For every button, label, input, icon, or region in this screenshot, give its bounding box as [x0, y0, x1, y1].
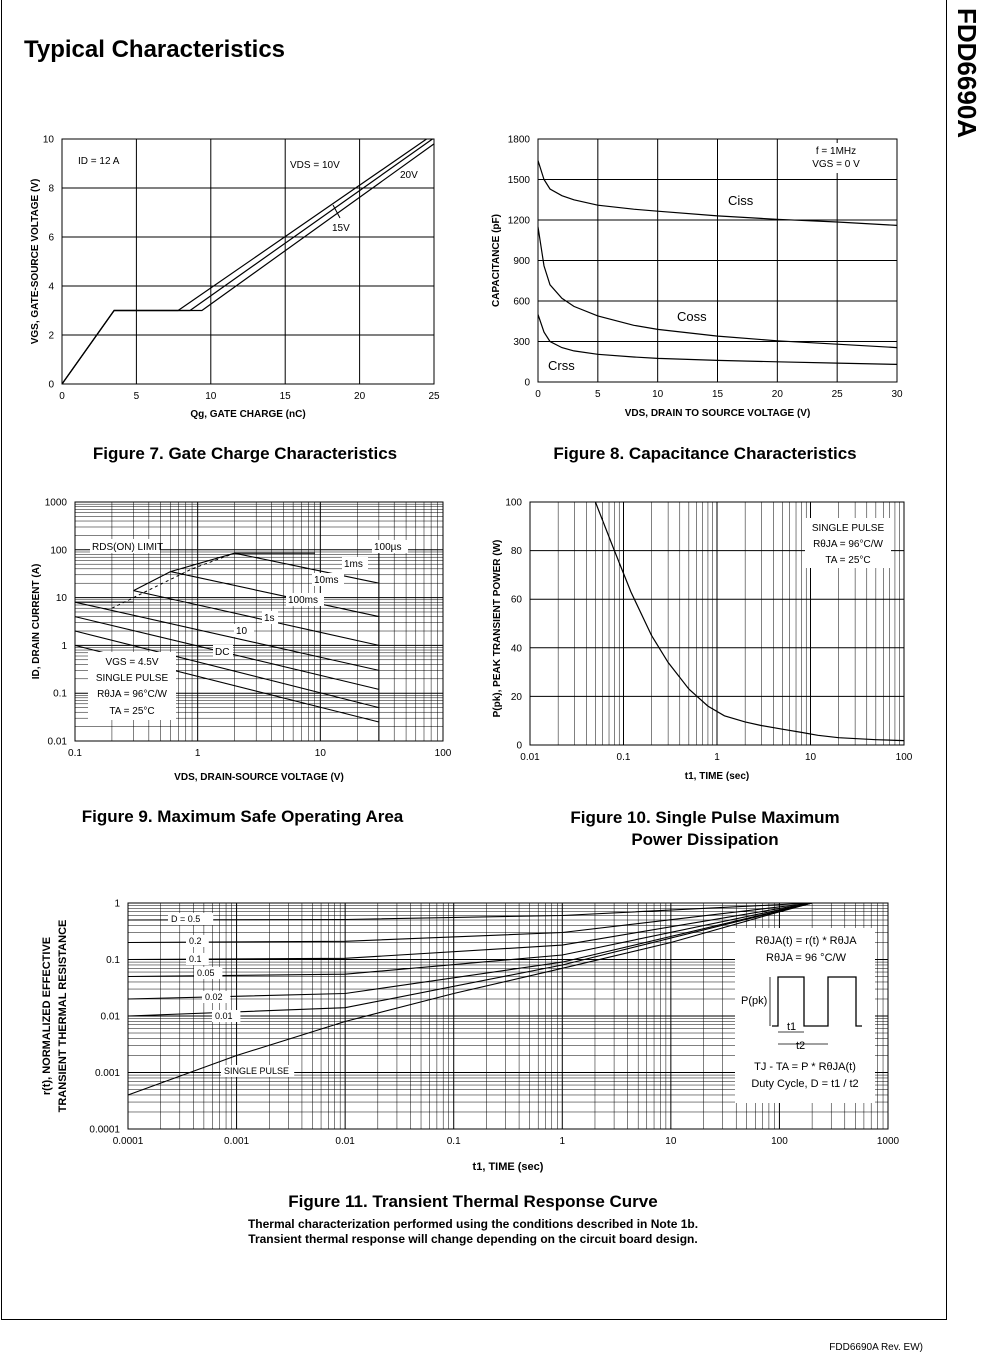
fig11-y-axis-label-line2: TRANSIENT THERMAL RESISTANCE	[57, 919, 69, 1113]
fig10-x-tick-label: 0.1	[616, 752, 631, 763]
fig11-series-label: 0.05	[197, 968, 215, 978]
fig9-condition-rtheta: RθJA = 96°C/W	[97, 689, 167, 700]
fig10-caption-line2: Power Dissipation	[631, 830, 779, 849]
fig11-series-label: 0.2	[189, 936, 202, 946]
fig10-y-tick-label: 80	[510, 546, 522, 558]
fig10-condition-ta: TA = 25°C	[825, 555, 871, 566]
fig7-x-tick-label: 5	[133, 391, 140, 402]
fig9-x-tick-label: 0.1	[68, 748, 82, 759]
fig9-condition-ta: TA = 25°C	[109, 706, 155, 717]
fig7-y-tick-label: 4	[48, 281, 54, 293]
fig7-y-tick-label: 8	[48, 183, 54, 195]
fig9-condition-pulse: SINGLE PULSE	[95, 673, 169, 684]
fig9-x-tick-label: 1	[194, 748, 201, 759]
fig10-y-tick-label: 0	[516, 740, 522, 752]
fig10-condition-pulse: SINGLE PULSE	[811, 523, 885, 534]
fig10-x-axis-label: t1, TIME (sec)	[684, 771, 750, 782]
fig10-x-tick-label: 1	[714, 752, 720, 763]
fig9-y-tick-label: 1	[61, 640, 67, 652]
fig9-y-axis-label: ID, DRAIN CURRENT (A)	[31, 563, 42, 680]
fig9-label-10ms: 10ms	[314, 575, 339, 586]
fig7-plot-frame	[62, 139, 434, 384]
side-part-number-text: FDD6690A	[952, 8, 982, 139]
fig9-y-tick-label: 0.01	[47, 736, 67, 748]
fig9-caption: Figure 9. Maximum Safe Operating Area	[81, 807, 404, 826]
fig8-y-tick-label: 900	[513, 256, 530, 267]
fig10-y-tick-label: 60	[510, 594, 522, 606]
fig9-label-1s: 1s	[264, 613, 275, 624]
fig9-label-1ms: 1ms	[344, 559, 363, 570]
fig11-x-tick-label: 1000	[876, 1136, 900, 1147]
fig7-y-tick-label: 10	[42, 134, 54, 146]
fig11-y-axis-label-line1: r(t), NORMALIZED EFFECTIVE	[41, 936, 53, 1096]
fig11-series-label: 0.02	[205, 992, 223, 1002]
fig10-x-tick-label: 0.01	[520, 752, 540, 763]
fig10-caption-line1: Figure 10. Single Pulse Maximum	[570, 808, 840, 827]
fig11-info-t1: t1	[787, 1021, 797, 1033]
fig11-series-label: D = 0.5	[171, 914, 201, 924]
fig7-series-line-15V	[62, 139, 433, 384]
fig10-x-tick-label: 10	[804, 752, 817, 763]
fig9-y-tick-label: 0.1	[53, 688, 67, 700]
fig8-x-tick-label: 30	[891, 389, 903, 400]
fig7-x-tick-label: 15	[279, 391, 291, 402]
fig8-x-tick-label: 25	[831, 389, 843, 400]
fig8-x-tick-label: 10	[652, 389, 664, 400]
fig9-label-rdson: RDS(ON) LIMIT	[92, 542, 164, 553]
fig8-label-coss: Coss	[677, 309, 707, 324]
fig11-x-tick-label: 0.1	[446, 1136, 461, 1147]
fig11-note-line1: Thermal characterization performed using the conditions described in Note 1b.	[247, 1217, 699, 1231]
fig8-y-tick-label: 1200	[507, 215, 530, 227]
fig7-caption: Figure 7. Gate Charge Characteristics	[92, 444, 398, 463]
fig11-x-tick-label: 1	[559, 1136, 566, 1147]
fig11-x-tick-label: 0.01	[335, 1136, 355, 1147]
fig11-series-label: 0.01	[215, 1011, 233, 1021]
fig11-series-line-005	[128, 903, 812, 977]
fig11-x-tick-label: 100	[771, 1136, 788, 1147]
fig9-x-tick-label: 100	[434, 748, 452, 759]
fig9-y-tick-label: 100	[50, 545, 67, 557]
fig9-y-tick-label: 1000	[44, 497, 67, 509]
fig8-x-axis-label: VDS, DRAIN TO SOURCE VOLTAGE (V)	[624, 408, 811, 419]
page-title: Typical Characteristics	[24, 36, 286, 63]
fig11-x-tick-label: 10	[665, 1136, 677, 1147]
fig7-x-tick-label: 20	[354, 391, 366, 402]
fig7-y-tick-label: 2	[48, 330, 54, 342]
fig9-y-tick-label: 10	[55, 593, 67, 605]
fig10-condition-rtheta: RθJA = 96°C/W	[813, 539, 883, 550]
fig10-peak-power-chart	[492, 498, 913, 783]
fig7-annotation-id: ID = 12 A	[78, 156, 120, 167]
fig10-y-tick-label: 100	[505, 497, 522, 509]
fig8-y-tick-label: 1500	[507, 175, 530, 186]
fig11-y-tick-label: 0.0001	[89, 1124, 120, 1136]
fig7-y-axis-label: VGS, GATE-SOURCE VOLTAGE (V)	[30, 178, 41, 345]
fig8-y-tick-label: 1800	[507, 134, 530, 146]
fig9-current-plateau	[134, 572, 171, 591]
fig11-x-tick-label: 0.001	[224, 1136, 250, 1147]
fig7-x-tick-label: 0	[59, 391, 65, 402]
fig11-x-tick-label: 0.0001	[112, 1136, 144, 1147]
fig8-x-tick-label: 5	[595, 389, 601, 400]
fig7-y-tick-label: 0	[48, 379, 54, 391]
fig10-y-tick-label: 20	[510, 691, 522, 703]
fig11-info-t2: t2	[796, 1040, 806, 1052]
fig11-y-tick-label: 0.001	[94, 1068, 120, 1079]
fig8-capacitance-chart	[491, 135, 903, 420]
fig11-y-tick-label: 0.01	[100, 1011, 120, 1023]
fig11-series-label: 0.1	[189, 954, 202, 964]
fig11-info-duty: Duty Cycle, D = t1 / t2	[751, 1078, 859, 1090]
footer-revision: FDD6690A Rev. EW)	[829, 1342, 923, 1353]
fig8-caption: Figure 8. Capacitance Characteristics	[553, 444, 857, 463]
fig7-annotation-20v: 20V	[400, 170, 418, 181]
fig7-x-tick-label: 25	[428, 391, 440, 402]
fig9-safe-operating-area-chart	[31, 498, 452, 784]
fig11-info-rtheta: RθJA = 96 °C/W	[766, 952, 846, 964]
fig8-y-tick-label: 0	[524, 377, 530, 389]
fig9-series-line-1ms	[171, 572, 379, 617]
fig7-series-line-10V	[62, 139, 427, 384]
fig7-annotation-15v: 15V	[332, 223, 350, 234]
fig8-annotation-freq: f = 1MHz	[815, 146, 857, 157]
fig11-series-line-02	[128, 903, 812, 943]
fig11-x-axis-label: t1, TIME (sec)	[472, 1161, 544, 1173]
fig8-y-axis-label: CAPACITANCE (pF)	[491, 214, 502, 307]
fig11-info-tj: TJ - TA = P * RθJA(t)	[754, 1061, 856, 1073]
fig11-info-ppk: P(pk)	[741, 995, 768, 1007]
fig7-series-line-20V	[62, 144, 434, 384]
fig10-y-tick-label: 40	[510, 643, 522, 655]
fig11-note-line2: Transient thermal response will change depending on the circuit board design.	[248, 1232, 698, 1246]
fig10-y-axis-label: P(pk), PEAK TRANSIENT POWER (W)	[492, 539, 503, 718]
fig7-x-axis-label: Qg, GATE CHARGE (nC)	[190, 409, 306, 420]
fig11-transient-thermal-chart	[41, 899, 900, 1174]
fig8-label-crss: Crss	[548, 358, 575, 373]
fig9-label-100us: 100µs	[374, 542, 402, 553]
fig11-y-tick-label: 1	[114, 898, 120, 910]
fig8-y-tick-label: 600	[513, 296, 530, 308]
fig11-y-tick-label: 0.1	[106, 955, 120, 966]
fig8-y-tick-label: 300	[513, 337, 530, 348]
fig7-gate-charge-chart	[30, 135, 440, 421]
fig8-label-ciss: Ciss	[728, 193, 754, 208]
fig10-x-tick-label: 100	[895, 752, 913, 763]
fig8-x-tick-label: 0	[535, 389, 541, 400]
fig9-label-100ms: 100ms	[288, 595, 319, 606]
fig8-annotation-vgs: VGS = 0 V	[812, 159, 860, 170]
fig9-condition-vgs: VGS = 4.5V	[105, 657, 159, 668]
fig8-x-tick-label: 20	[771, 389, 783, 400]
fig7-y-tick-label: 6	[48, 232, 54, 244]
fig7-annotation-vds: VDS = 10V	[290, 160, 340, 171]
fig9-label-10: 10	[236, 626, 248, 637]
fig11-caption: Figure 11. Transient Thermal Response Curve	[288, 1192, 658, 1211]
fig8-x-tick-label: 15	[711, 389, 724, 400]
fig9-x-tick-label: 10	[314, 748, 326, 759]
fig11-info-rtheta-t: RθJA(t) = r(t) * RθJA	[755, 935, 857, 947]
fig11-series-label: SINGLE PULSE	[224, 1066, 290, 1076]
fig9-label-dc: DC	[215, 647, 230, 658]
fig9-x-axis-label: VDS, DRAIN-SOURCE VOLTAGE (V)	[174, 772, 344, 783]
fig7-x-tick-label: 10	[205, 391, 217, 402]
